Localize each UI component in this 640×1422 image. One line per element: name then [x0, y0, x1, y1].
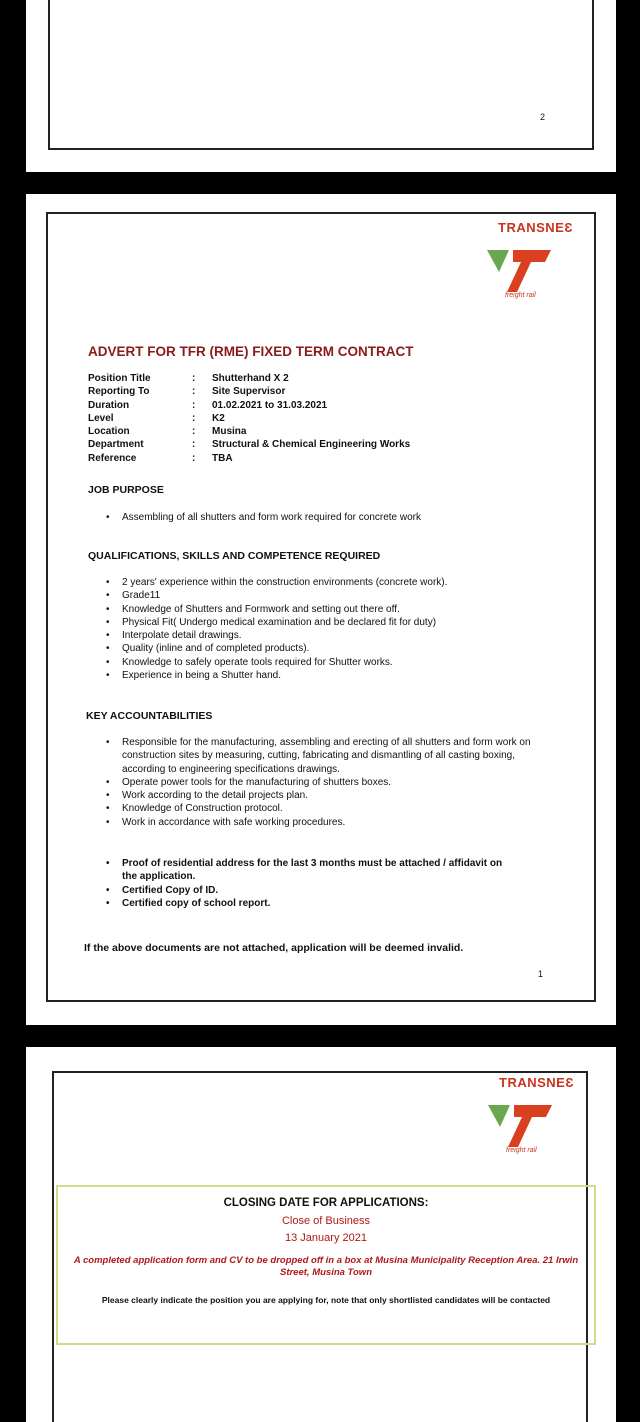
page-number: 1 [538, 969, 544, 979]
detail-row: Position Title : Shutterhand X 2 [88, 373, 289, 384]
detail-row: Department : Structural & Chemical Engineering Works [88, 439, 411, 451]
job-purpose-heading: JOB PURPOSE [88, 484, 164, 496]
list-item: • Work in accordance with safe working procedures. [106, 816, 546, 829]
accountabilities-list [106, 736, 546, 829]
list-item: • 2 years' experience within the construction environments (concrete work). [106, 576, 576, 589]
closing-date: 13 January 2021 [285, 1232, 367, 1244]
transnet-emblem-icon [487, 242, 557, 292]
list-item: • Quality (inline and of completed products). [106, 642, 576, 655]
document-page-top [26, 0, 616, 172]
qualifications-heading: QUALIFICATIONS, SKILLS AND COMPETENCE REQUIRED [88, 550, 381, 562]
detail-row: Location : Musina [88, 426, 247, 438]
document-page-advert [26, 194, 616, 1025]
brand-name: TRANSNEƐ [498, 220, 573, 235]
qualifications-list [106, 576, 576, 682]
transnet-logo [453, 220, 573, 310]
closing-heading: CLOSING DATE FOR APPLICATIONS: [223, 1197, 429, 1209]
list-item: • Work according to the detail projects plan. [106, 789, 546, 802]
list-item: • Knowledge of Construction protocol. [106, 802, 546, 815]
brand-subtitle: freight rail [506, 1147, 537, 1154]
page-frame [48, 0, 594, 150]
list-item: • Physical Fit( Undergo medical examination and be declared fit for duty) [106, 616, 576, 629]
list-item: • Operate power tools for the manufacturing of shutters boxes. [106, 776, 546, 789]
position-details [88, 372, 410, 465]
invalid-application-note: If the above documents are not attached, application will be deemed invalid. [84, 942, 464, 954]
detail-row: Level : K2 [88, 412, 225, 424]
document-page-closing [26, 1047, 616, 1422]
detail-row: Reference : TBA [88, 452, 233, 464]
detail-row: Reporting To : Site Supervisor [88, 386, 286, 398]
list-item: • Experience in being a Shutter hand. [106, 669, 576, 682]
list-item: • Interpolate detail drawings. [106, 629, 576, 642]
list-item: • Proof of residential address for the last 3 months must be attached / affidavit on the application. [106, 857, 506, 884]
page-frame [46, 212, 596, 1002]
list-item: • Assembling of all shutters and form work required for concrete work [106, 511, 566, 524]
advert-title: ADVERT FOR TFR (RME) FIXED TERM CONTRACT [88, 344, 414, 359]
drop-off-instructions: A completed application form and CV to be dropped off in a box at Musina Municipality Reception Area. 21 Irwin Street, Musina Town [73, 1255, 579, 1278]
brand-name: TRANSNEƐ [499, 1075, 574, 1090]
job-purpose-list [106, 511, 566, 524]
closing-date-box [56, 1185, 596, 1345]
list-item: • Responsible for the manufacturing, assembling and erecting of all shutters and form work on construction sites by measuring, cutting, fabricating and dismantling of all casting boxing, according to engineering specifications drawings. [106, 736, 546, 776]
detail-row: Duration : 01.02.2021 to 31.03.2021 [88, 399, 328, 411]
list-item: • Certified copy of school report. [106, 897, 506, 910]
brand-subtitle: freight rail [505, 292, 536, 299]
accountabilities-heading: KEY ACCOUNTABILITIES [86, 710, 213, 722]
closing-time: Close of Business [281, 1215, 371, 1227]
list-item: • Grade11 [106, 589, 576, 602]
page-number: 2 [540, 112, 546, 122]
list-item: • Certified Copy of ID. [106, 884, 506, 897]
transnet-logo [454, 1075, 574, 1165]
transnet-emblem-icon [488, 1097, 558, 1147]
required-documents-list [106, 857, 506, 910]
list-item: • Knowledge to safely operate tools required for Shutter works. [106, 656, 576, 669]
list-item: • Knowledge of Shutters and Formwork and setting out there off. [106, 603, 576, 616]
shortlist-note: Please clearly indicate the position you are applying for, note that only shortlisted candidates will be contacted [101, 1295, 551, 1305]
